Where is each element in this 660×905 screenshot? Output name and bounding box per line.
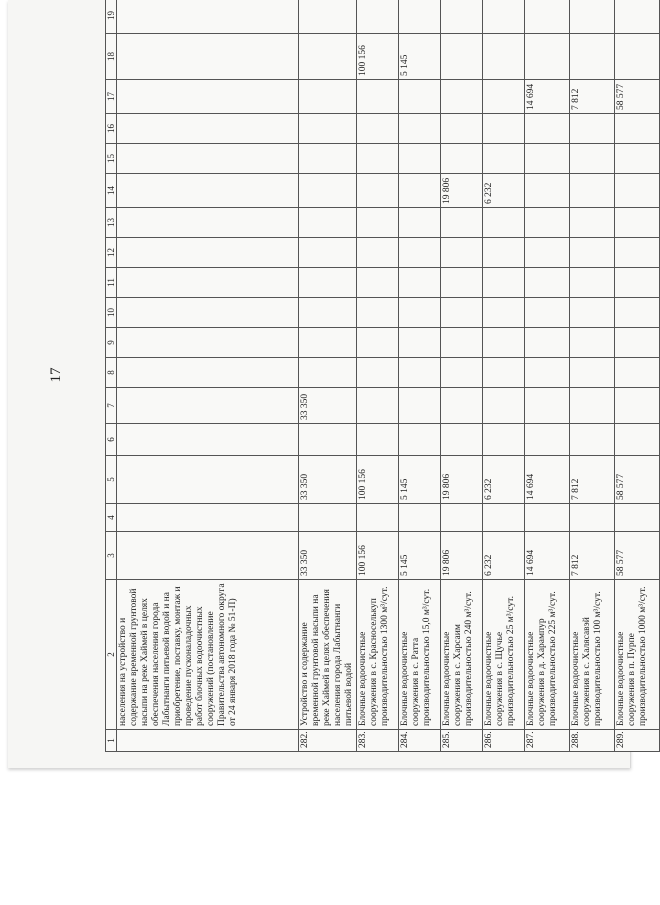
table-row [117,0,299,752]
amount-cell: 14 694 [525,80,570,114]
empty-cell [570,0,615,34]
header-cell: 9 [106,328,117,358]
amount-cell [615,388,660,424]
empty-cell [441,298,483,328]
amount-cell: 100 156 [357,34,399,80]
header-cell: 13 [106,208,117,238]
empty-cell [357,0,399,34]
empty-cell [117,298,299,328]
amount-cell [483,388,525,424]
empty-cell [525,268,570,298]
scanned-page [8,0,648,768]
empty-cell [441,0,483,34]
header-cell: 7 [106,388,117,424]
empty-cell [441,424,483,456]
amount-cell [299,174,357,208]
empty-cell [357,504,399,532]
empty-cell [399,144,441,174]
empty-cell [570,358,615,388]
empty-cell [483,144,525,174]
empty-cell [299,298,357,328]
header-cell: 5 [106,456,117,504]
empty-cell [525,424,570,456]
page-number: 17 [48,367,64,383]
empty-cell [615,0,660,34]
amount-cell [441,388,483,424]
empty-cell [399,114,441,144]
header-cell: 19 [106,0,117,34]
empty-cell [525,358,570,388]
empty-cell [525,504,570,532]
empty-cell [357,144,399,174]
empty-cell [525,328,570,358]
empty-cell [525,144,570,174]
empty-cell [483,298,525,328]
header-cell: 14 [106,174,117,208]
empty-cell [299,0,357,34]
empty-cell [483,0,525,34]
empty-cell [570,298,615,328]
header-cell: 15 [106,144,117,174]
table-body [117,0,660,752]
empty-cell [399,358,441,388]
amount-cell [117,532,299,580]
empty-cell [399,238,441,268]
header-cell: 17 [106,80,117,114]
header-cell: 18 [106,34,117,80]
header-cell: 2 [106,580,117,730]
description-cell: Блочные водоочистные сооружения в с. Халясавэй производительностью 100 м³/сут. [570,580,615,730]
empty-cell [441,144,483,174]
amount-cell: 58 577 [615,456,660,504]
amount-cell [117,80,299,114]
amount-cell [299,80,357,114]
amount-cell [357,388,399,424]
amount-cell: 19 806 [441,532,483,580]
description-cell: Блочные водоочистные сооружения в с. Ратта производительностью 15,0 м³/сут. [399,580,441,730]
table-row [483,0,525,752]
amount-cell: 6 232 [483,532,525,580]
description-cell: населения на устройство и содержание временной грунтовой насыпи на реке Хаймей в целях обеспечения населения города Лабытнанги питьевой водой и на приобретение, поставку, монтаж и проведение пусконаладочных работ блочных водоочистных сооружений (постановление Правительства автономного округа от 24 января 2018 года № 51-П) [117,580,299,730]
amount-cell [399,388,441,424]
amount-cell [117,388,299,424]
header-cell: 1 [106,730,117,752]
empty-cell [357,208,399,238]
empty-cell [615,144,660,174]
amount-cell: 33 350 [299,456,357,504]
empty-cell [570,208,615,238]
empty-cell [399,328,441,358]
empty-cell [441,208,483,238]
table-row [441,0,483,752]
empty-cell [357,424,399,456]
row-number-cell: 287. [525,730,570,752]
empty-cell [441,328,483,358]
header-cell: 16 [106,114,117,144]
empty-cell [570,268,615,298]
header-cell: 8 [106,358,117,388]
empty-cell [117,208,299,238]
amount-cell [570,174,615,208]
amount-cell: 7 812 [570,456,615,504]
empty-cell [615,328,660,358]
empty-cell [570,144,615,174]
row-number-cell: 282. [299,730,357,752]
header-cell: 10 [106,298,117,328]
empty-cell [357,358,399,388]
description-cell: Блочные водоочистные сооружения в с. Красноселькуп производительностью 1300 м³/сут. [357,580,399,730]
empty-cell [299,208,357,238]
amount-cell: 19 806 [441,174,483,208]
description-cell: Устройство и содержание временной грунтовой насыпи на реке Хаймей в целях обеспечения населения города Лабытнанги питьевой водой [299,580,357,730]
amount-cell [117,456,299,504]
amount-cell: 5 145 [399,456,441,504]
empty-cell [441,114,483,144]
amount-cell: 58 577 [615,80,660,114]
empty-cell [299,238,357,268]
row-number-cell: 283. [357,730,399,752]
empty-cell [357,328,399,358]
table-row [615,0,660,752]
empty-cell [299,328,357,358]
empty-cell [399,298,441,328]
empty-cell [299,504,357,532]
empty-cell [525,114,570,144]
amount-cell [357,174,399,208]
empty-cell [525,0,570,34]
table-row [570,0,615,752]
amount-cell [117,34,299,80]
empty-cell [483,208,525,238]
amount-cell [357,80,399,114]
empty-cell [441,268,483,298]
header-cell: 11 [106,268,117,298]
empty-cell [357,298,399,328]
empty-cell [483,328,525,358]
amount-cell [615,174,660,208]
empty-cell [117,358,299,388]
empty-cell [483,268,525,298]
empty-cell [525,298,570,328]
empty-cell [570,424,615,456]
empty-cell [525,208,570,238]
amount-cell [399,174,441,208]
amount-cell: 33 350 [299,532,357,580]
amount-cell: 14 694 [525,532,570,580]
empty-cell [570,238,615,268]
empty-cell [483,238,525,268]
amount-cell [117,174,299,208]
rotated-table-container [105,8,648,752]
empty-cell [399,504,441,532]
empty-cell [117,238,299,268]
header-cell: 6 [106,424,117,456]
header-cell: 3 [106,532,117,580]
empty-cell [615,268,660,298]
amount-cell [483,80,525,114]
row-number-cell: 285. [441,730,483,752]
amount-cell [483,34,525,80]
amount-cell: 14 694 [525,456,570,504]
amount-cell: 7 812 [570,80,615,114]
amount-cell [525,174,570,208]
empty-cell [399,268,441,298]
description-cell: Блочные водоочистные сооружения в д. Харампур производительностью 225 м³/сут. [525,580,570,730]
empty-cell [441,238,483,268]
empty-cell [357,114,399,144]
empty-cell [117,504,299,532]
empty-cell [615,358,660,388]
description-cell: Блочные водоочистные сооружения в с. Харсаим производительностью 240 м³/сут. [441,580,483,730]
table-header-row [106,0,117,752]
empty-cell [299,424,357,456]
empty-cell [441,358,483,388]
empty-cell [357,268,399,298]
amount-cell [570,34,615,80]
empty-cell [299,114,357,144]
empty-cell [399,0,441,34]
amount-cell: 58 577 [615,532,660,580]
amount-cell [441,80,483,114]
empty-cell [615,114,660,144]
empty-cell [483,504,525,532]
row-number-cell: 284. [399,730,441,752]
amount-cell: 6 232 [483,456,525,504]
table-row [357,0,399,752]
table-row [399,0,441,752]
amount-cell: 6 232 [483,174,525,208]
row-number-cell: 286. [483,730,525,752]
empty-cell [525,238,570,268]
table-row [525,0,570,752]
amount-cell: 7 812 [570,532,615,580]
amount-cell [570,388,615,424]
amount-cell [525,34,570,80]
amount-cell [299,34,357,80]
amount-cell [399,80,441,114]
description-cell: Блочные водоочистные сооружения в с. Щучье производительностью 25 м³/сут. [483,580,525,730]
empty-cell [570,504,615,532]
empty-cell [483,424,525,456]
empty-cell [615,298,660,328]
empty-cell [441,504,483,532]
empty-cell [357,238,399,268]
amount-cell [525,388,570,424]
row-number-cell: 288. [570,730,615,752]
empty-cell [615,208,660,238]
table-row [299,0,357,752]
empty-cell [117,144,299,174]
amount-cell: 100 156 [357,532,399,580]
empty-cell [117,328,299,358]
empty-cell [399,424,441,456]
amount-cell: 19 806 [441,456,483,504]
row-number-cell [117,730,299,752]
empty-cell [299,144,357,174]
row-number-cell: 289. [615,730,660,752]
amount-cell: 33 350 [299,388,357,424]
amount-cell [441,34,483,80]
empty-cell [570,114,615,144]
empty-cell [615,424,660,456]
empty-cell [299,358,357,388]
description-cell: Блочные водоочистные сооружения в п. Пурпе производительностью 1000 м³/сут. [615,580,660,730]
amount-cell: 5 145 [399,532,441,580]
empty-cell [117,0,299,34]
empty-cell [117,114,299,144]
budget-table [105,0,660,752]
header-cell: 4 [106,504,117,532]
header-cell: 12 [106,238,117,268]
empty-cell [615,504,660,532]
empty-cell [483,114,525,144]
empty-cell [399,208,441,238]
amount-cell: 100 156 [357,456,399,504]
amount-cell: 5 145 [399,34,441,80]
amount-cell [615,34,660,80]
empty-cell [483,358,525,388]
empty-cell [570,328,615,358]
empty-cell [117,268,299,298]
empty-cell [299,268,357,298]
empty-cell [117,424,299,456]
empty-cell [615,238,660,268]
